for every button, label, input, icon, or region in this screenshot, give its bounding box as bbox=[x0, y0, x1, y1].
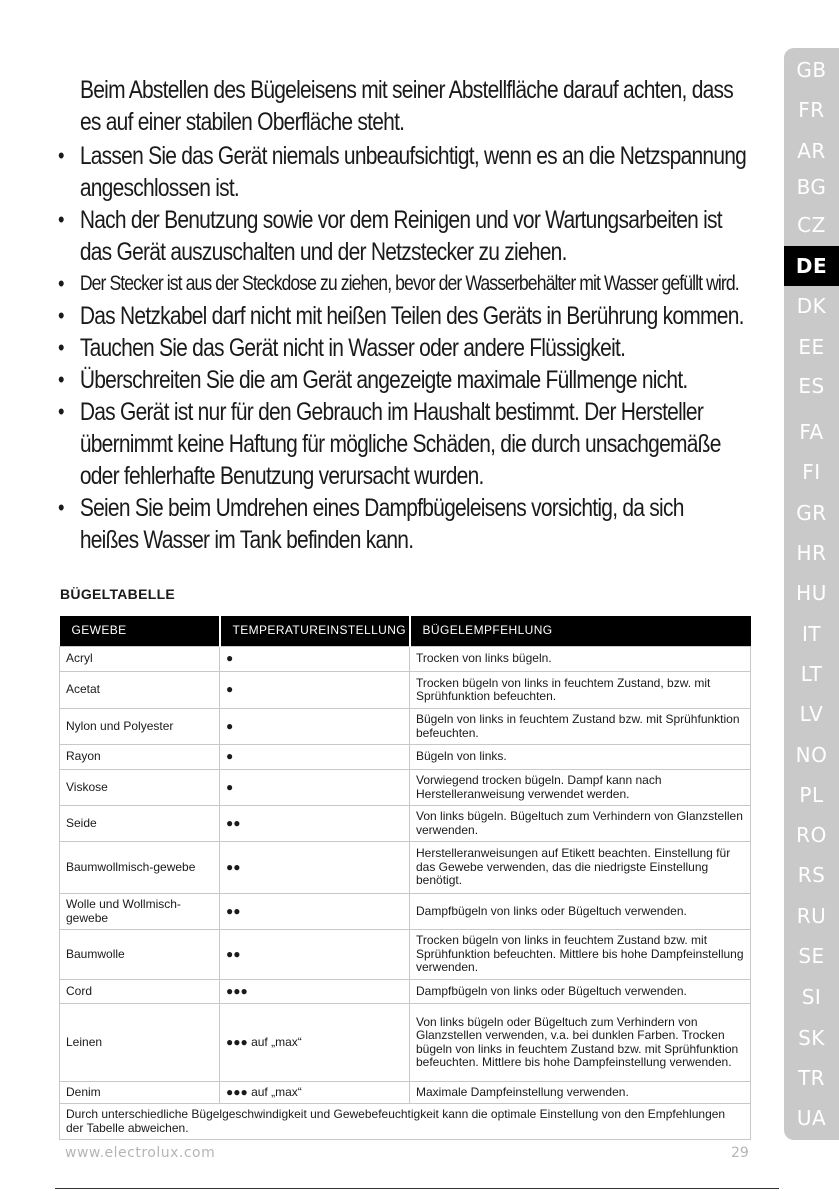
language-tab[interactable]: UA bbox=[796, 1106, 827, 1130]
bullet-icon: • bbox=[58, 271, 64, 296]
temperature-cell: ●● bbox=[220, 930, 410, 980]
language-tab[interactable]: FR bbox=[798, 98, 825, 122]
bullet-icon: • bbox=[58, 335, 64, 360]
temperature-cell: ● bbox=[220, 709, 410, 745]
temperature-cell: ●●● bbox=[220, 980, 410, 1004]
section-title: BÜGELTABELLE bbox=[60, 586, 176, 602]
bullet-icon: • bbox=[58, 495, 64, 520]
table-row bbox=[60, 980, 751, 1004]
language-tab[interactable]: FI bbox=[802, 460, 821, 484]
recommendation-cell: Bügeln von links. bbox=[410, 745, 751, 770]
temperature-cell: ●● bbox=[220, 894, 410, 930]
language-tab-strip bbox=[784, 48, 839, 1140]
fabric-cell: Nylon und Polyester bbox=[60, 709, 220, 745]
table-row bbox=[60, 672, 751, 709]
table-row bbox=[60, 647, 751, 672]
language-tab[interactable]: CZ bbox=[797, 213, 826, 237]
header-temperature: TEMPERATUREINSTELLUNG bbox=[220, 616, 410, 647]
recommendation-cell: Herstelleranweisungen auf Etikett beachten. Einstellung für das Gewebe verwenden, das die niedrigste Einstellung benötigt. bbox=[410, 842, 751, 894]
bullet-icon: • bbox=[58, 399, 64, 424]
language-tab[interactable]: HU bbox=[796, 581, 827, 605]
language-tab[interactable]: DK bbox=[796, 294, 827, 318]
language-tab[interactable]: PL bbox=[799, 783, 824, 807]
list-item: • Nach der Benutzung sowie vor dem Reinigen und vor Wartungsarbeiten ist das Gerät auszuschalten und der Netzstecker zu ziehen. bbox=[58, 206, 722, 266]
temperature-cell: ● bbox=[220, 745, 410, 770]
temperature-cell: ● bbox=[220, 647, 410, 672]
table-note: Durch unterschiedliche Bügelgeschwindigkeit und Gewebefeuchtigkeit kann die optimale Einstellung von den Empfehlungen der Tabelle abweichen. bbox=[60, 1104, 751, 1140]
table-row bbox=[60, 842, 751, 894]
fabric-cell: Rayon bbox=[60, 745, 220, 770]
table-row bbox=[60, 745, 751, 770]
language-tab[interactable]: HR bbox=[796, 541, 827, 565]
list-item: • Tauchen Sie das Gerät nicht in Wasser oder andere Flüssigkeit. bbox=[58, 334, 626, 362]
header-fabric: GEWEBE bbox=[60, 616, 220, 647]
table-row bbox=[60, 709, 751, 745]
language-tab[interactable]: SE bbox=[798, 944, 825, 968]
language-tab[interactable]: NO bbox=[795, 743, 828, 767]
list-item: • Lassen Sie das Gerät niemals unbeaufsichtigt, wenn es an die Netzspannung angeschlossen ist. bbox=[58, 142, 747, 202]
ironing-table bbox=[59, 616, 751, 1140]
language-tab[interactable]: GR bbox=[796, 501, 827, 525]
recommendation-cell: Bügeln von links in feuchtem Zustand bzw. mit Sprühfunktion befeuchten. bbox=[410, 709, 751, 745]
temperature-cell: ●● bbox=[220, 842, 410, 894]
language-tab[interactable]: LT bbox=[800, 662, 823, 686]
language-tab[interactable]: SI bbox=[801, 985, 822, 1009]
list-item: • Seien Sie beim Umdrehen eines Dampfbügeleisens vorsichtig, da sich heißes Wasser im Tank befinden kann. bbox=[58, 494, 684, 554]
language-tab[interactable]: IT bbox=[801, 622, 822, 646]
language-tab[interactable]: BG bbox=[796, 175, 827, 199]
table-row bbox=[60, 930, 751, 980]
intro-paragraph: Beim Abstellen des Bügeleisens mit seiner Abstellfläche darauf achten, dass es auf einer stabilen Oberfläche steht. bbox=[80, 76, 734, 136]
recommendation-cell: Maximale Dampfeinstellung verwenden. bbox=[410, 1082, 751, 1104]
list-item: • Das Gerät ist nur für den Gebrauch im Haushalt bestimmt. Der Hersteller übernimmt keine Haftung für mögliche Schäden, die durch unsachgemäße oder fehlerhafte Benutzung verursacht wurden. bbox=[58, 398, 721, 490]
recommendation-cell: Dampfbügeln von links oder Bügeltuch verwenden. bbox=[410, 894, 751, 930]
footer-divider bbox=[55, 1188, 779, 1189]
language-tab[interactable]: LV bbox=[799, 702, 824, 726]
bullet-icon: • bbox=[58, 367, 64, 392]
language-tab[interactable]: AR bbox=[797, 139, 826, 163]
temperature-cell: ●●● auf „max“ bbox=[220, 1082, 410, 1104]
recommendation-cell: Trocken von links bügeln. bbox=[410, 647, 751, 672]
fabric-cell: Cord bbox=[60, 980, 220, 1004]
footer-url[interactable]: www.electrolux.com bbox=[65, 1145, 216, 1161]
recommendation-cell: Trocken bügeln von links in feuchtem Zustand, bzw. mit Sprühfunktion befeuchten. bbox=[410, 672, 751, 709]
fabric-cell: Baumwolle bbox=[60, 930, 220, 980]
temperature-cell: ● bbox=[220, 672, 410, 709]
bullet-icon: • bbox=[58, 207, 64, 232]
language-tab[interactable]: EE bbox=[798, 335, 825, 359]
fabric-cell: Denim bbox=[60, 1082, 220, 1104]
fabric-cell: Acryl bbox=[60, 647, 220, 672]
temperature-cell: ●● bbox=[220, 806, 410, 842]
recommendation-cell: Von links bügeln oder Bügeltuch zum Verhindern von Glanzstellen verwenden, v.a. bei dunklen Farben. Trocken bügeln von links in feuchtem Zustand bzw. mit Sprühfunktion befeuchten. Mittlere bis hohe Dampfeinstellung verwenden. bbox=[410, 1004, 751, 1082]
fabric-cell: Seide bbox=[60, 806, 220, 842]
table-note-row bbox=[60, 1104, 751, 1140]
recommendation-cell: Trocken bügeln von links in feuchtem Zustand bzw. mit Sprühfunktion befeuchten. Mittlere bis hohe Dampfeinstellung verwenden. bbox=[410, 930, 751, 980]
temperature-cell: ●●● auf „max“ bbox=[220, 1004, 410, 1082]
language-tab-active[interactable]: DE bbox=[784, 246, 839, 286]
temperature-cell: ● bbox=[220, 770, 410, 806]
list-item: • Der Stecker ist aus der Steckdose zu ziehen, bevor der Wasserbehälter mit Wasser gefüllt wird. bbox=[58, 268, 747, 300]
table-row bbox=[60, 770, 751, 806]
table-row bbox=[60, 1082, 751, 1104]
language-tab[interactable]: SK bbox=[798, 1026, 825, 1050]
list-item: • Das Netzkabel darf nicht mit heißen Teilen des Geräts in Berührung kommen. bbox=[58, 302, 744, 330]
recommendation-cell: Dampfbügeln von links oder Bügeltuch verwenden. bbox=[410, 980, 751, 1004]
recommendation-cell: Vorwiegend trocken bügeln. Dampf kann nach Herstelleranweisung verwendet werden. bbox=[410, 770, 751, 806]
page-number: 29 bbox=[731, 1145, 749, 1161]
language-tab[interactable]: FA bbox=[799, 420, 824, 444]
recommendation-cell: Von links bügeln. Bügeltuch zum Verhindern von Glanzstellen verwenden. bbox=[410, 806, 751, 842]
bullet-icon: • bbox=[58, 303, 64, 328]
language-tab[interactable]: RU bbox=[796, 904, 827, 928]
language-tab[interactable]: GB bbox=[796, 58, 827, 82]
fabric-cell: Acetat bbox=[60, 672, 220, 709]
fabric-cell: Baumwollmisch-gewebe bbox=[60, 842, 220, 894]
language-tab[interactable]: ES bbox=[798, 374, 825, 398]
table-header-row bbox=[60, 616, 751, 647]
list-item: • Überschreiten Sie die am Gerät angezeigte maximale Füllmenge nicht. bbox=[58, 366, 688, 394]
fabric-cell: Viskose bbox=[60, 770, 220, 806]
fabric-cell: Wolle und Wollmisch-gewebe bbox=[60, 894, 220, 930]
table-row bbox=[60, 1004, 751, 1082]
language-tab[interactable]: RS bbox=[797, 863, 826, 887]
header-recommendation: BÜGELEMPFEHLUNG bbox=[410, 616, 751, 647]
safety-bullet-list bbox=[58, 140, 747, 556]
bullet-icon: • bbox=[58, 143, 64, 168]
table-row bbox=[60, 806, 751, 842]
language-tab[interactable]: RO bbox=[796, 823, 827, 847]
language-tab[interactable]: TR bbox=[797, 1066, 826, 1090]
fabric-cell: Leinen bbox=[60, 1004, 220, 1082]
table-row bbox=[60, 894, 751, 930]
